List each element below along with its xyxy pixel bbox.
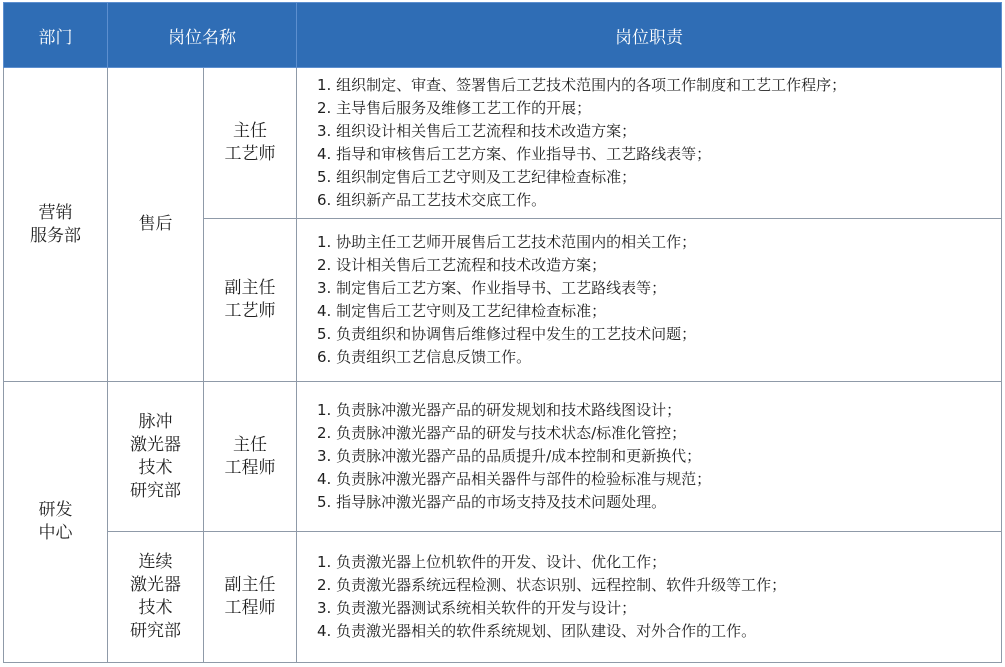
sub-department-name-line: 售后: [138, 214, 173, 234]
department-name-line: 中心: [38, 523, 73, 543]
duty-item: 4. 负责激光器相关的软件系统规划、团队建设、对外合作的工作。: [317, 622, 757, 640]
department-name-line: 研发: [38, 500, 73, 520]
department-name-line: 服务部: [30, 225, 81, 246]
duty-item: 5. 指导脉冲激光器产品的市场支持及技术问题处理。: [317, 493, 667, 511]
table-row: [4, 68, 1002, 219]
sub-department-name-line: 技术: [138, 598, 173, 618]
header-department: 部门: [4, 3, 108, 68]
duties-cell: [297, 68, 1002, 219]
role-title-line: 主任: [233, 121, 267, 141]
duty-item: 5. 负责组织和协调售后维修过程中发生的工艺技术问题；: [317, 325, 697, 343]
duty-list: [317, 551, 991, 643]
duty-item: 4. 负责脉冲激光器产品相关器件与部件的检验标准与规范；: [317, 470, 712, 488]
duty-item: 2. 主导售后服务及维修工艺工作的开展；: [317, 99, 592, 117]
header-duties: 岗位职责: [297, 3, 1002, 68]
role-title-cell: [204, 219, 297, 382]
role-title-line: 工艺师: [224, 301, 276, 321]
duty-item: 1. 负责脉冲激光器产品的研发规划和技术路线图设计；: [317, 401, 682, 419]
role-title-line: 工程师: [224, 457, 276, 478]
role-title-line: 副主任: [224, 278, 276, 298]
sub-department-cell: [108, 68, 204, 382]
sub-department-cell: [108, 532, 204, 663]
duty-item: 5. 组织制定售后工艺守则及工艺纪律检查标准；: [317, 168, 637, 186]
role-title-line: 工程师: [224, 598, 276, 618]
duties-cell: [297, 532, 1002, 663]
duty-item: 4. 指导和审核售后工艺方案、作业指导书、工艺路线表等；: [317, 145, 712, 163]
role-title-cell: [204, 68, 297, 219]
table-row: [4, 532, 1002, 663]
duty-item: 1. 组织制定、审查、签署售后工艺技术范围内的各项工作制度和工艺工作程序；: [317, 76, 847, 94]
duty-item: 1. 负责激光器上位机软件的开发、设计、优化工作；: [317, 553, 667, 571]
sub-department-name-line: 脉冲: [138, 411, 173, 432]
sub-department-name-line: 激光器: [130, 575, 181, 595]
sub-department-name-line: 连续: [138, 552, 173, 572]
role-title-cell: [204, 382, 297, 532]
header-position: 岗位名称: [108, 3, 297, 68]
role-title-cell: [204, 532, 297, 663]
sub-department-name-line: 技术: [138, 457, 173, 478]
sub-department-name-line: 研究部: [130, 621, 181, 641]
duty-item: 2. 负责激光器系统远程检测、状态识别、远程控制、软件升级等工作；: [317, 576, 787, 594]
duty-list: [317, 399, 991, 514]
job-responsibility-table: [3, 2, 1002, 663]
duties-cell: [297, 382, 1002, 532]
sub-department-name-line: 研究部: [130, 480, 181, 501]
sub-department-cell: [108, 382, 204, 532]
duty-item: 1. 协助主任工艺师开展售后工艺技术范围内的相关工作；: [317, 233, 697, 251]
duty-list: [317, 74, 991, 212]
duty-item: 6. 组织新产品工艺技术交底工作。: [317, 191, 547, 209]
role-title-line: 工艺师: [224, 144, 276, 164]
duty-item: 2. 负责脉冲激光器产品的研发与技术状态/标准化管控；: [317, 424, 687, 442]
duty-item: 6. 负责组织工艺信息反馈工作。: [317, 348, 532, 366]
department-cell: [4, 68, 108, 382]
role-title-line: 副主任: [224, 575, 276, 595]
duty-item: 3. 负责脉冲激光器产品的品质提升/成本控制和更新换代；: [317, 447, 702, 465]
department-name-line: 营销: [38, 202, 73, 223]
sub-department-name-line: 激光器: [130, 434, 181, 455]
duties-cell: [297, 219, 1002, 382]
duty-item: 3. 组织设计相关售后工艺流程和技术改造方案；: [317, 122, 637, 140]
duty-item: 3. 负责激光器测试系统相关软件的开发与设计；: [317, 599, 637, 617]
duty-item: 4. 制定售后工艺守则及工艺纪律检查标准；: [317, 302, 607, 320]
duty-list: [317, 231, 991, 369]
table-row: [4, 382, 1002, 532]
header-row: [4, 3, 1002, 68]
department-cell: [4, 382, 108, 663]
role-title-line: 主任: [233, 434, 267, 455]
duty-item: 2. 设计相关售后工艺流程和技术改造方案；: [317, 256, 607, 274]
duty-item: 3. 制定售后工艺方案、作业指导书、工艺路线表等；: [317, 279, 667, 297]
